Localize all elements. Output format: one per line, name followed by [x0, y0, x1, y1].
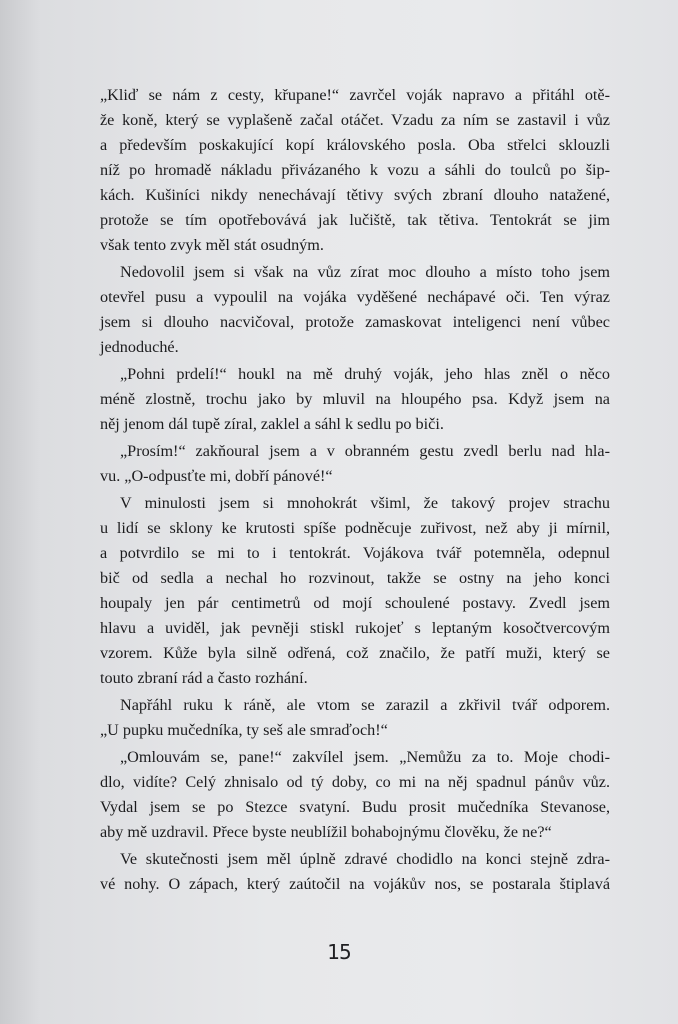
- text-line: něj jenom dál tupě zíral, zaklel a sáhl k sedlu po biči.: [100, 415, 444, 433]
- text-line: že koně, který se vyplašeně začal otáčet. Vzadu za ním se zastavil i vůz: [100, 111, 610, 129]
- text-line: Ve skutečnosti jsem měl úplně zdravé chodidlo na konci stejně zdra-: [120, 850, 610, 868]
- text-line: V minulosti jsem si mnohokrát všiml, že takový projev strachu: [120, 494, 610, 512]
- text-line: níž po hromadě nákladu přivázaného k vozu a sáhli do toulců po šip-: [100, 161, 610, 179]
- text-line: a potvrdilo se mi to i tentokrát. Vojákova tvář potemněla, odepnul: [100, 544, 610, 562]
- text-line: méně zlostně, trochu jako by mluvil na hloupého psa. Když jsem na: [100, 390, 610, 408]
- text-line: houpaly jen pár centimetrů od mojí schoulené postavy. Zvedl jsem: [100, 594, 610, 612]
- text-line: kách. Kušiníci nikdy nenechávají tětivy svých zbraní dlouho natažené,: [100, 186, 610, 204]
- text-line: Nedovolil jsem si však na vůz zírat moc dlouho a místo toho jsem: [120, 263, 610, 281]
- text-line: Vydal jsem se po Stezce svatyní. Budu prosit mučedníka Stevanose,: [100, 798, 610, 816]
- text-line: bič od sedla a nechal ho rozvinout, takže se ostny na jeho konci: [100, 569, 610, 587]
- text-line: vzorem. Kůže byla silně odřená, což značilo, že patří muži, který se: [100, 644, 610, 662]
- text-line: jsem si dlouho nacvičoval, protože zamaskovat inteligenci není vůbec: [100, 313, 610, 331]
- text-line: vu. „O-odpusťte mi, dobří pánové!“: [100, 467, 333, 485]
- text-line: „Prosím!“ zakňoural jsem a v obranném gestu zvedl berlu nad hla-: [120, 442, 610, 460]
- text-line: „Kliď se nám z cesty, křupane!“ zavrčel voják napravo a přitáhl otě-: [100, 86, 610, 104]
- text-line: „U pupku mučedníka, ty seš ale smraďoch!“: [100, 721, 388, 739]
- text-line: Napřáhl ruku k ráně, ale vtom se zarazil a zkřivil tvář odporem.: [120, 696, 610, 714]
- text-line: otevřel pusu a vypoulil na vojáka vyděšené nechápavé oči. Ten výraz: [100, 288, 610, 306]
- text-line: u lidí se sklony ke krutosti spíše podněcuje zuřivost, než aby ji mírnil,: [100, 519, 610, 537]
- text-line: touto zbraní rád a často rozhání.: [100, 669, 308, 687]
- text-line: vé nohy. O zápach, který zaútočil na vojákův nos, se postarala štiplavá: [100, 875, 610, 893]
- text-line: však tento zvyk měl stát osudným.: [100, 236, 324, 254]
- text-line: a především poskakující kopí královského posla. Oba střelci sklouzli: [100, 136, 610, 154]
- text-line: dlo, vidíte? Celý zhnisalo od tý doby, co mi na něj spadnul pánův vůz.: [100, 773, 610, 791]
- text-line: protože se tím opotřebovává jak lučiště, tak tětiva. Tentokrát se jim: [100, 211, 610, 229]
- page-number: 15: [327, 940, 351, 964]
- text-line: jednoduché.: [100, 338, 179, 356]
- text-line: aby mě uzdravil. Přece byste neublížil bohabojnýmu člověku, že ne?“: [100, 823, 552, 841]
- text-line: „Pohni prdelí!“ houkl na mě druhý voják, jeho hlas zněl o něco: [120, 365, 610, 383]
- text-line: hlavu a uviděl, jak pevněji stiskl rukojeť s leptaným kosočtvercovým: [100, 619, 610, 637]
- text-line: „Omlouvám se, pane!“ zakvílel jsem. „Nemůžu za to. Moje chodi-: [120, 748, 610, 766]
